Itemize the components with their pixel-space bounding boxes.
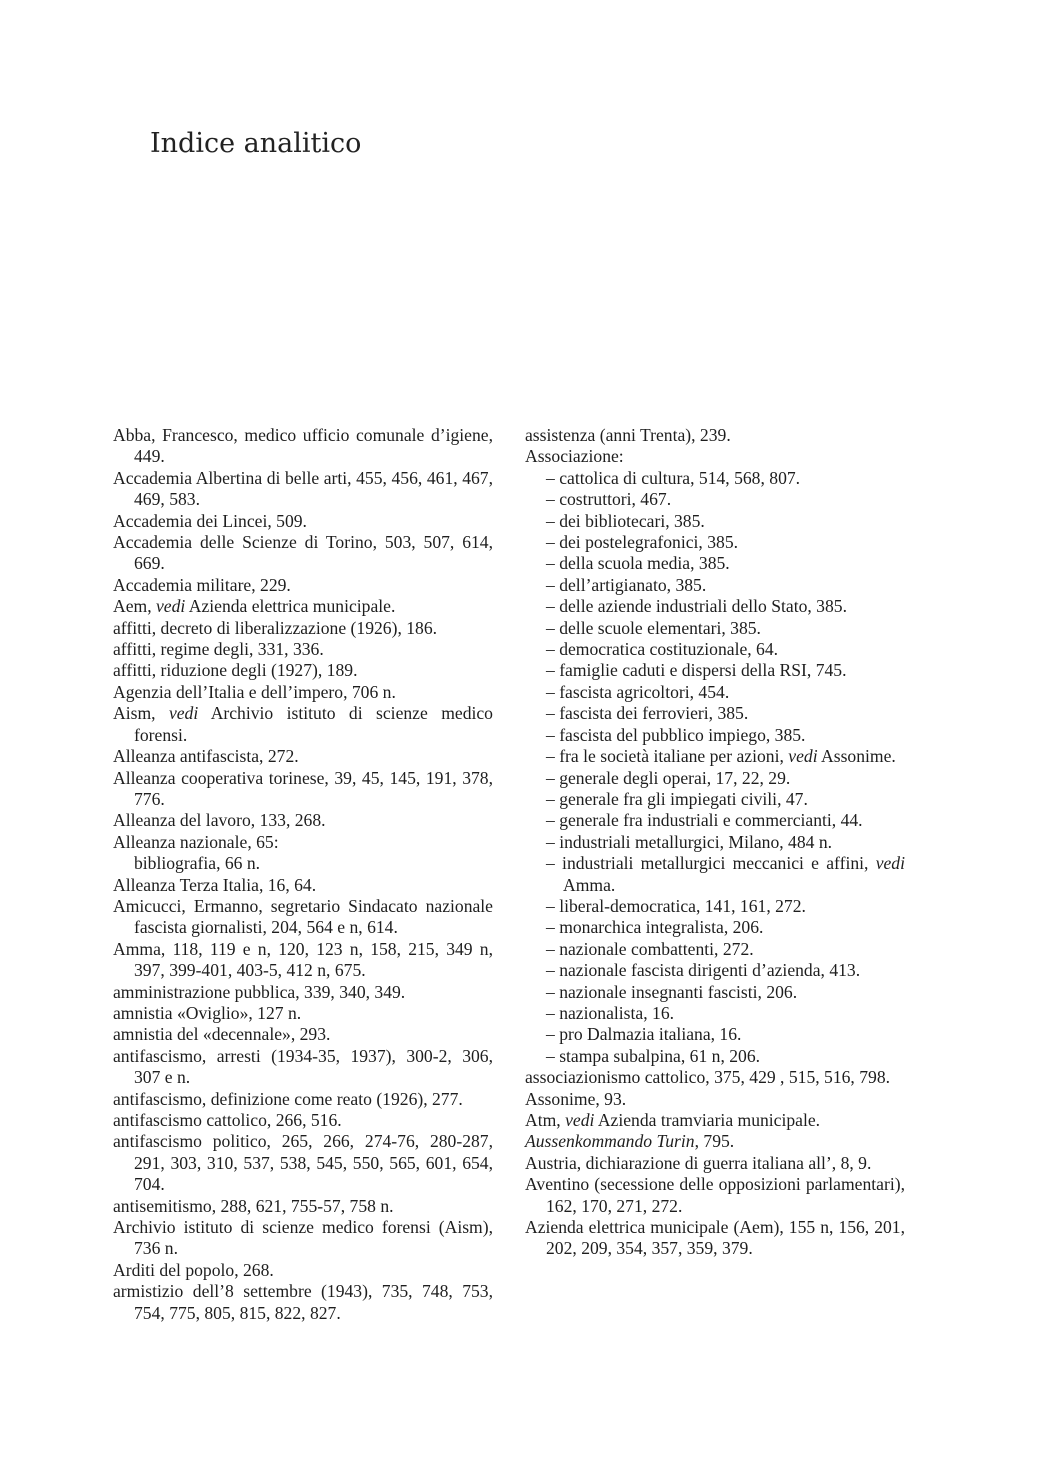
index-entry: Amma, 118, 119 e n, 120, 123 n, 158, 215, 349 n, 397, 399-401, 403-5, 412 n, 675. xyxy=(113,938,493,981)
index-subentry: – industriali metallurgici, Milano, 484 n. xyxy=(546,831,833,852)
index-entry: Agenzia dell’Italia e dell’impero, 706 n. xyxy=(113,681,396,702)
index-entry: Archivio istituto di scienze medico forensi (Aism), 736 n. xyxy=(113,1217,493,1259)
index-subentry: – nazionale insegnanti fascisti, 206. xyxy=(546,981,798,1002)
index-entry: Alleanza cooperativa torinese, 39, 45, 145, 191, 378, 776. xyxy=(113,767,493,809)
index-subentry: – dei bibliotecari, 385. xyxy=(546,510,705,531)
index-entry: Alleanza antifascista, 272. xyxy=(113,746,299,767)
index-entry: Assonime, 93. xyxy=(525,1088,627,1109)
index-entry: affitti, decreto di liberalizzazione (1926), 186. xyxy=(113,617,438,638)
index-subentry: – monarchica integralista, 206. xyxy=(546,917,764,938)
index-entry: Arditi del popolo, 268. xyxy=(113,1259,274,1280)
index-entry: Associazione: xyxy=(525,446,624,467)
index-subentry: – nazionalista, 16. xyxy=(546,1002,675,1023)
index-subentry: – generale degli operai, 17, 22, 29. xyxy=(546,767,791,788)
index-entry: Accademia dei Lincei, 509. xyxy=(113,510,307,531)
index-entry: assistenza (anni Trenta), 239. xyxy=(525,425,731,445)
index-entry: Atm, vedi Azienda tramviaria municipale. xyxy=(525,1110,821,1130)
index-entry: amministrazione pubblica, 339, 340, 349. xyxy=(113,981,406,1002)
index-subentry: – delle scuole elementari, 385. xyxy=(546,617,761,638)
index-subentry: – fra le società italiane per azioni, vedi Assonime. xyxy=(546,746,896,767)
index-entry: Alleanza Terza Italia, 16, 64. xyxy=(113,874,317,895)
index-entry: Abba, Francesco, medico ufficio comunale d’igiene, 449. xyxy=(113,425,493,467)
index-entry: antifascismo, arresti (1934-35, 1937), 300-2, 306, 307 e n. xyxy=(113,1045,493,1088)
index-entry: Accademia Albertina di belle arti, 455, 456, 461, 467, 469, 583. xyxy=(113,467,493,510)
index-subentry: – della scuola media, 385. xyxy=(546,553,730,574)
index-entry: Aism, vedi Archivio istituto di scienze medico forensi. xyxy=(113,703,493,745)
index-entry: Aussenkommando Turin, 795. xyxy=(525,1131,735,1152)
index-subentry: – famiglie caduti e dispersi della RSI, 745. xyxy=(546,660,847,681)
index-subentry: – fascista del pubblico impiego, 385. xyxy=(546,724,806,745)
index-column-left xyxy=(113,425,493,1324)
index-entry: Austria, dichiarazione di guerra italiana all’, 8, 9. xyxy=(525,1152,872,1173)
index-subentry: bibliografia, 66 n. xyxy=(134,853,261,874)
index-subentry: – generale fra industriali e commercianti, 44. xyxy=(546,810,863,831)
index-entry: Alleanza del lavoro, 133, 268. xyxy=(113,810,326,831)
index-entry: amnistia «Oviglio», 127 n. xyxy=(113,1002,302,1023)
index-column-right xyxy=(525,425,905,1260)
index-subentry: – dell’artigianato, 385. xyxy=(546,574,707,595)
index-subentry: – dei postelegrafonici, 385. xyxy=(546,532,739,553)
index-entry: associazionismo cattolico, 375, 429 , 515, 516, 798. xyxy=(525,1067,891,1088)
index-subentry: – stampa subalpina, 61 n, 206. xyxy=(546,1045,761,1066)
index-subentry: – generale fra gli impiegati civili, 47. xyxy=(546,788,808,809)
index-subentry: – liberal-democratica, 141, 161, 272. xyxy=(546,895,806,916)
index-entry: Amicucci, Ermanno, segretario Sindacato nazionale fascista giornalisti, 204, 564 e n, 614. xyxy=(113,895,493,938)
index-entry: affitti, regime degli, 331, 336. xyxy=(113,639,324,660)
index-entry: Aem, vedi Azienda elettrica municipale. xyxy=(113,596,396,617)
index-entry: antifascismo cattolico, 266, 516. xyxy=(113,1110,342,1130)
index-entry: armistizio dell’8 settembre (1943), 735, 748, 753, 754, 775, 805, 815, 822, 827. xyxy=(113,1281,493,1323)
index-entry: affitti, riduzione degli (1927), 189. xyxy=(113,660,358,681)
index-entry: antifascismo politico, 265, 266, 274-76, 280-287, 291, 303, 310, 537, 538, 545, 550, 565, 601, 654, 704. xyxy=(113,1131,493,1195)
index-subentry: – fascista agricoltori, 454. xyxy=(546,681,730,702)
index-subentry: – nazionale combattenti, 272. xyxy=(546,938,754,959)
index-entry: antisemitismo, 288, 621, 755-57, 758 n. xyxy=(113,1195,394,1216)
index-entry: Aventino (secessione delle opposizioni parlamentari), 162, 170, 271, 272. xyxy=(525,1174,905,1216)
index-subentry: – pro Dalmazia italiana, 16. xyxy=(546,1024,742,1045)
index-subentry: – delle aziende industriali dello Stato, 385. xyxy=(546,596,847,617)
index-entry: Accademia delle Scienze di Torino, 503, 507, 614, 669. xyxy=(113,532,493,574)
index-subentry: – cattolica di cultura, 514, 568, 807. xyxy=(546,467,801,488)
index-entry: Alleanza nazionale, 65: xyxy=(113,831,279,852)
index-subentry: – costruttori, 467. xyxy=(546,489,672,510)
index-entry: Accademia militare, 229. xyxy=(113,574,291,595)
index-subentry: – nazionale fascista dirigenti d’azienda, 413. xyxy=(546,960,861,981)
index-entry: Azienda elettrica municipale (Aem), 155 n, 156, 201, 202, 209, 354, 357, 359, 379. xyxy=(525,1217,905,1259)
index-subentry: – fascista dei ferrovieri, 385. xyxy=(546,703,749,724)
index-entry: amnistia del «decennale», 293. xyxy=(113,1024,331,1045)
index-entry: antifascismo, definizione come reato (1926), 277. xyxy=(113,1088,463,1109)
index-subentry: – democratica costituzionale, 64. xyxy=(546,639,779,660)
page-title: Indice analitico xyxy=(150,128,362,159)
index-subentry: – industriali metallurgici meccanici e affini, vedi Amma. xyxy=(546,853,905,895)
